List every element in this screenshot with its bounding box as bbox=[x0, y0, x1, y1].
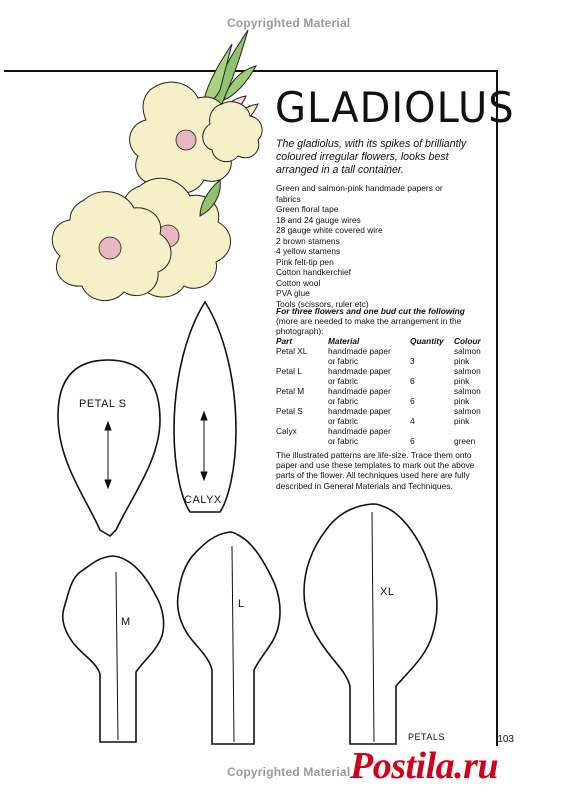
cut-heading: For three flowers and one bud cut the following bbox=[276, 306, 465, 316]
petal-xl-pattern bbox=[304, 504, 437, 744]
calyx-pattern bbox=[174, 302, 236, 512]
header-material: Material bbox=[328, 336, 360, 346]
postila-logo[interactable] bbox=[350, 744, 555, 788]
table-row bbox=[276, 376, 486, 386]
table-row bbox=[276, 346, 486, 356]
cell-quantity: 3 bbox=[410, 356, 415, 366]
cell-quantity bbox=[410, 366, 454, 376]
table-row bbox=[276, 406, 486, 416]
petal-l-label: L bbox=[238, 598, 245, 610]
cell-material: or fabric bbox=[328, 416, 358, 426]
list-item: 18 and 24 gauge wires bbox=[276, 214, 361, 225]
cell-colour: pink bbox=[454, 416, 470, 426]
watermark-top: Copyrighted Material bbox=[227, 16, 351, 30]
petal-m-label: M bbox=[121, 616, 131, 628]
cell-quantity: 6 bbox=[410, 376, 415, 386]
table-row bbox=[276, 386, 486, 396]
list-item: Cotton handkerchief bbox=[276, 267, 351, 277]
petal-s-pattern bbox=[58, 360, 160, 536]
cell-colour: salmon bbox=[454, 346, 481, 356]
instructions-text: The illustrated patterns are life-size. Trace them onto paper and use these templates to mark out the above parts of the flower. All techniques used here are fully described in General Materials and Techniques. bbox=[276, 450, 475, 491]
list-item: PVA glue bbox=[276, 288, 310, 298]
list-item: Tools (scissors, ruler etc) bbox=[276, 298, 369, 309]
header-colour: Colour bbox=[454, 336, 481, 346]
petal-m-pattern bbox=[63, 556, 164, 742]
cell-quantity bbox=[410, 346, 454, 356]
cell-part: Petal S bbox=[276, 406, 303, 416]
cell-quantity bbox=[410, 426, 454, 436]
list-item: 2 brown stamens bbox=[276, 235, 340, 246]
cell-material: handmade paper bbox=[328, 426, 391, 436]
list-item: Cotton wool bbox=[276, 277, 321, 288]
footer-section-label: PETALS bbox=[408, 732, 445, 742]
cell-colour: pink bbox=[454, 356, 470, 366]
list-item: Green and salmon-pink handmade papers or fabrics bbox=[276, 183, 443, 204]
table-row bbox=[276, 396, 486, 406]
table-header-row bbox=[276, 336, 486, 346]
cell-material: handmade paper bbox=[328, 406, 391, 416]
cell-colour: salmon bbox=[454, 366, 481, 376]
table-row bbox=[276, 436, 486, 446]
cell-part: Petal M bbox=[276, 386, 305, 396]
header-quantity: Quantity bbox=[410, 336, 444, 346]
cell-quantity: 6 bbox=[410, 436, 415, 446]
table-row bbox=[276, 366, 486, 376]
page-title: GLADIOLUS bbox=[275, 84, 515, 133]
cell-colour bbox=[454, 426, 486, 436]
page-number: 103 bbox=[497, 734, 514, 745]
cell-part: Calyx bbox=[276, 426, 297, 436]
cell-part: Petal XL bbox=[276, 346, 308, 356]
table-row bbox=[276, 416, 486, 426]
table-row bbox=[276, 426, 486, 436]
materials-list bbox=[276, 183, 486, 309]
cut-note: (more are needed to make the arrangement in the photograph): bbox=[276, 316, 462, 336]
cell-part bbox=[276, 416, 328, 426]
logo-text: Postila.ru bbox=[350, 745, 499, 787]
cell-quantity: 4 bbox=[410, 416, 415, 426]
gladiolus-illustration bbox=[52, 30, 262, 301]
list-item: 28 gauge white covered wire bbox=[276, 225, 383, 235]
cell-colour: salmon bbox=[454, 406, 481, 416]
cell-part bbox=[276, 396, 328, 406]
cell-colour: salmon bbox=[454, 386, 481, 396]
intro-text: The gladiolus, with its spikes of brilliantly coloured irregular flowers, looks best arranged in a tall container. bbox=[276, 138, 467, 176]
list-item: Pink felt-tip pen bbox=[276, 256, 334, 267]
cell-material: handmade paper bbox=[328, 366, 391, 376]
cell-material: or fabric bbox=[328, 436, 358, 446]
table-row bbox=[276, 356, 486, 366]
cell-quantity bbox=[410, 406, 454, 416]
cell-material: or fabric bbox=[328, 356, 358, 366]
watermark-bottom: Copyrighted Material bbox=[227, 765, 351, 779]
cell-part: Petal L bbox=[276, 366, 302, 376]
petal-xl-label: XL bbox=[380, 586, 395, 598]
cell-material: or fabric bbox=[328, 376, 358, 386]
list-item: Green floral tape bbox=[276, 204, 339, 214]
cell-material: handmade paper bbox=[328, 386, 391, 396]
header-part: Part bbox=[276, 336, 293, 346]
cell-quantity bbox=[410, 386, 454, 396]
cell-material: or fabric bbox=[328, 396, 358, 406]
cell-colour: pink bbox=[454, 376, 470, 386]
cell-quantity: 6 bbox=[410, 396, 415, 406]
calyx-label: CALYX bbox=[184, 494, 222, 506]
cell-material: handmade paper bbox=[328, 346, 391, 356]
petal-s-label: PETAL S bbox=[79, 398, 127, 410]
cell-colour: green bbox=[454, 436, 476, 446]
cell-colour: pink bbox=[454, 396, 470, 406]
petal-l-pattern bbox=[178, 532, 280, 744]
cell-part bbox=[276, 376, 328, 386]
list-item: 4 yellow stamens bbox=[276, 246, 341, 256]
parts-table bbox=[276, 336, 486, 446]
cell-part bbox=[276, 436, 328, 446]
cell-part bbox=[276, 356, 328, 366]
